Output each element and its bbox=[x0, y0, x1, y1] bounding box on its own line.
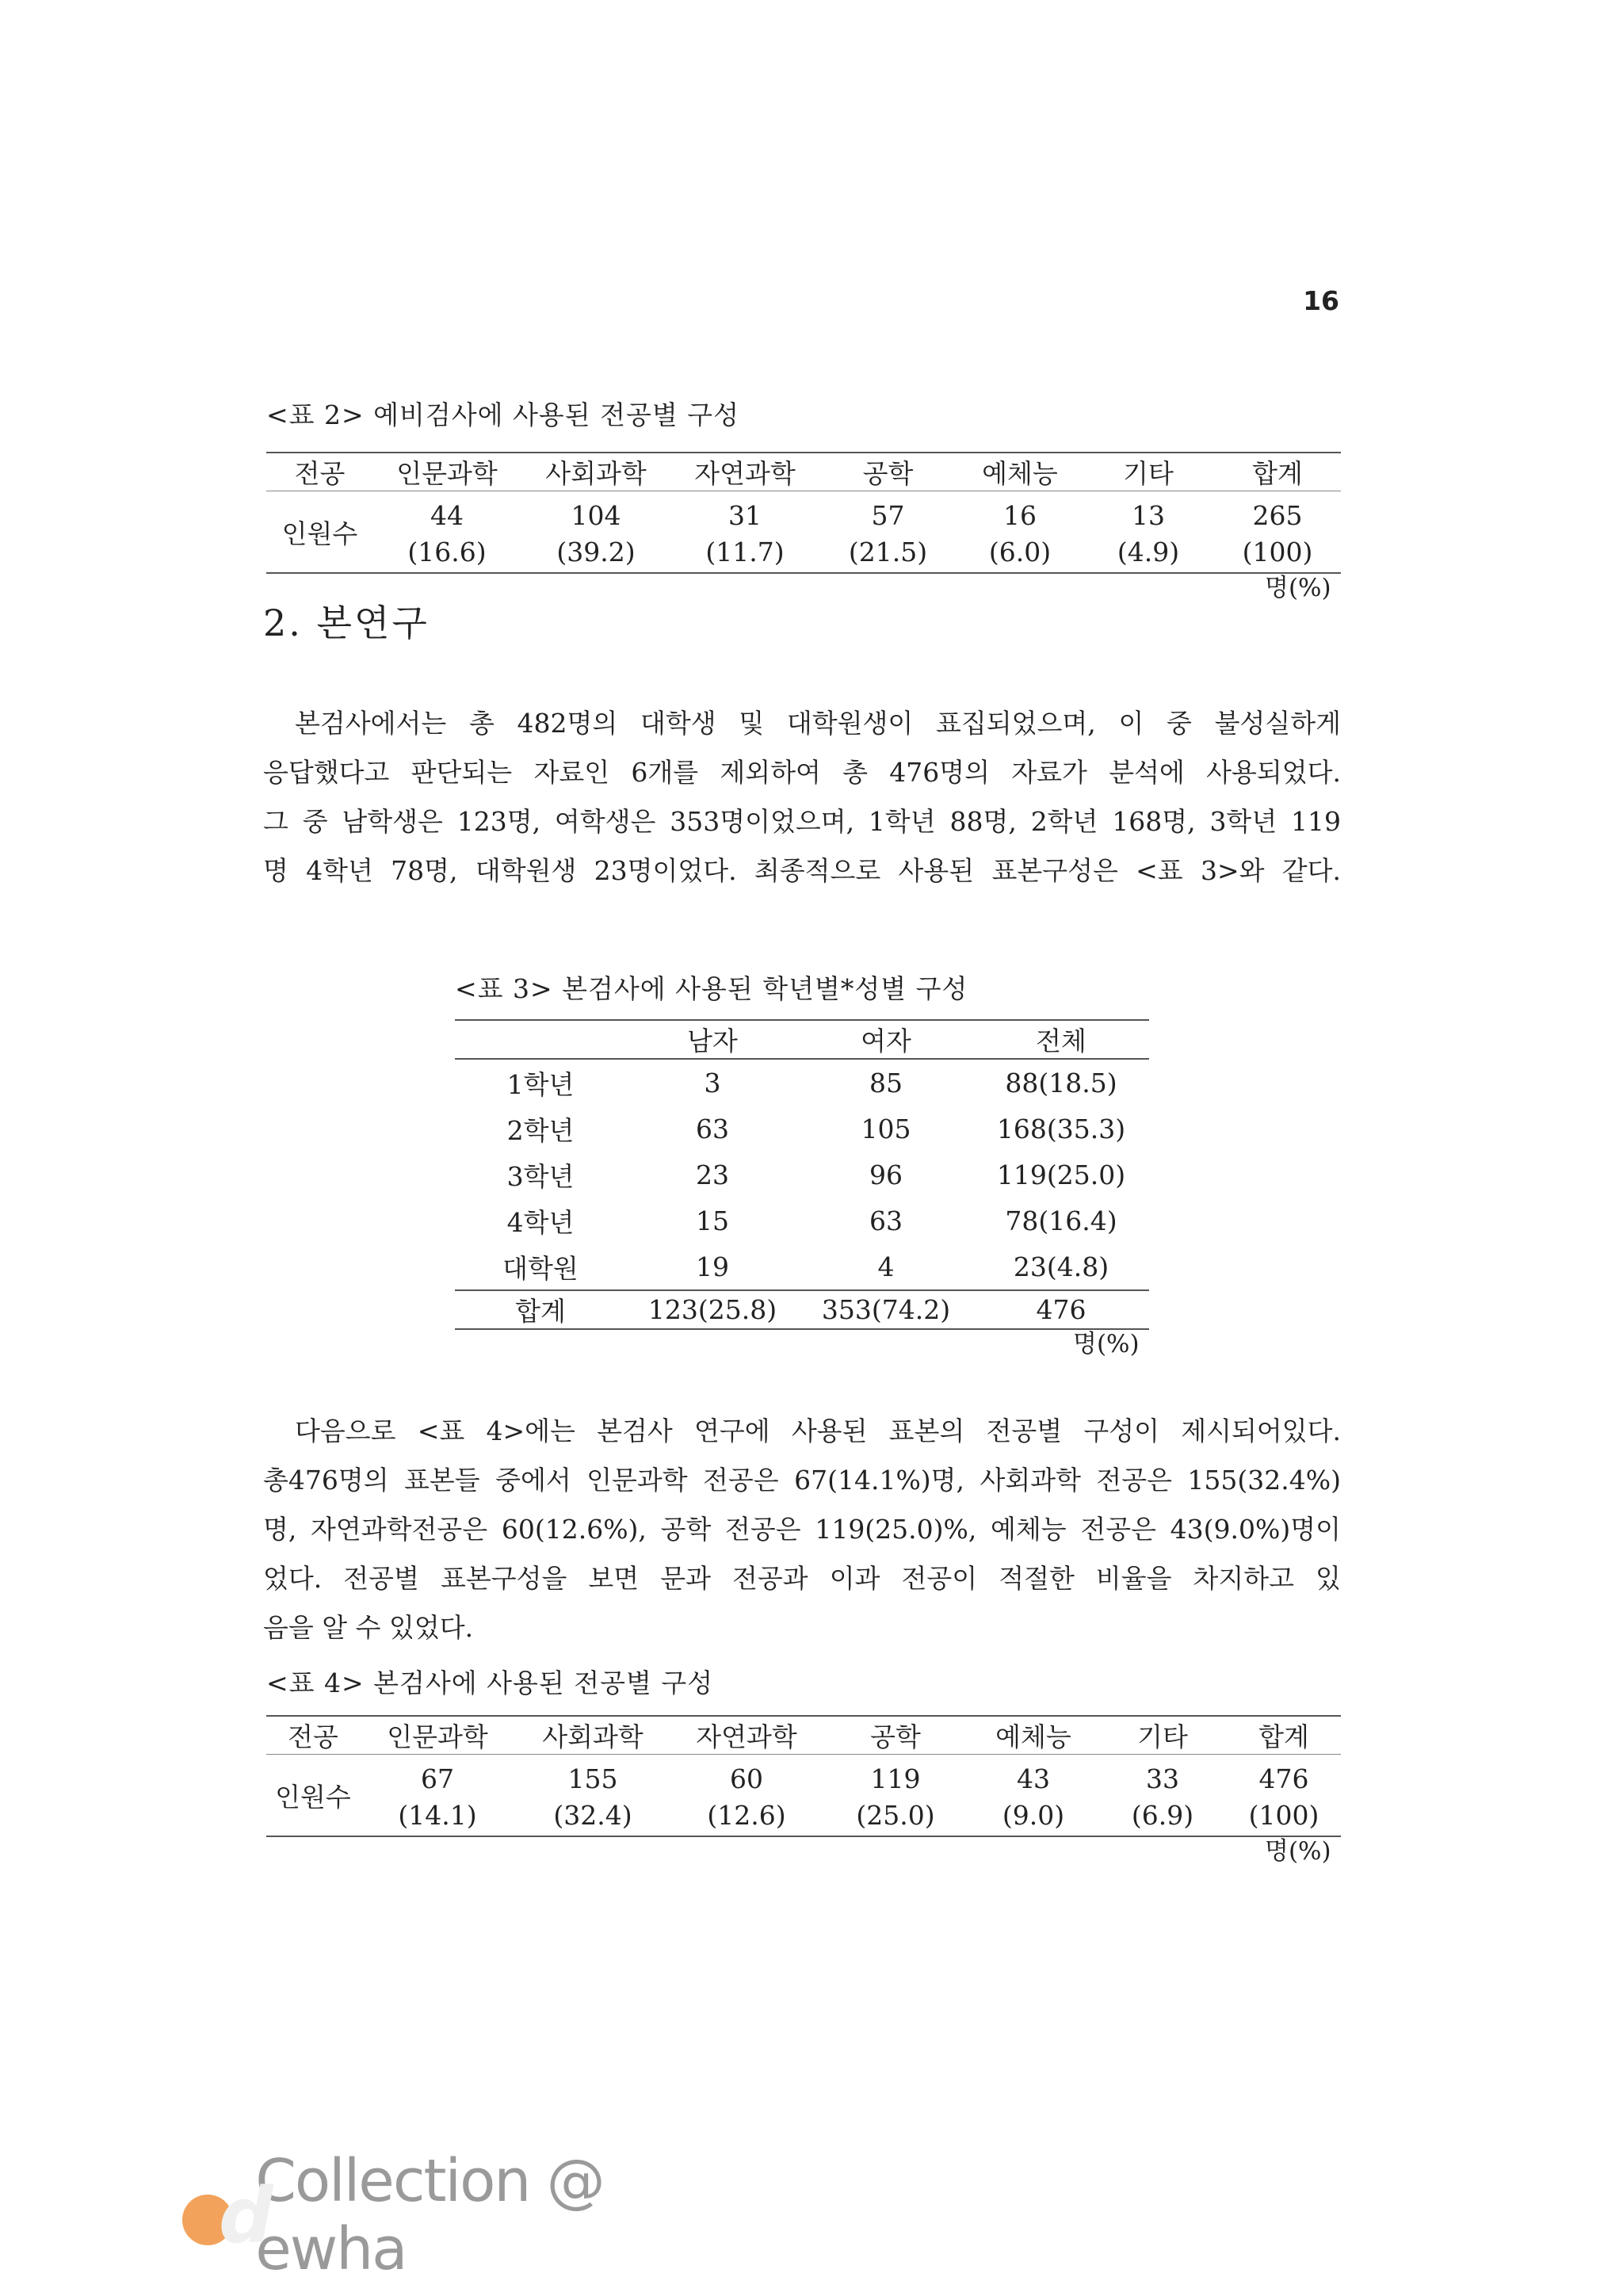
table2-header-cell: 전공 bbox=[266, 453, 373, 491]
table3-cell: 88(18.5) bbox=[1005, 1067, 1117, 1098]
paragraph-2 bbox=[263, 1407, 1341, 1652]
table4-percent-row bbox=[266, 1794, 1341, 1836]
table2-count-cell: 265 bbox=[1252, 500, 1303, 531]
table3-cell: 85 bbox=[869, 1067, 903, 1098]
table2-count-row bbox=[266, 491, 1341, 532]
table4 bbox=[266, 1715, 1341, 1837]
table3-header-cell: 남자 bbox=[626, 1020, 799, 1059]
table2 bbox=[266, 452, 1341, 574]
paragraph-1 bbox=[263, 699, 1341, 896]
table4-percent-cell: (6.9) bbox=[1131, 1799, 1194, 1831]
table2-count-cell: 44 bbox=[430, 500, 464, 531]
table3-cell: 119(25.0) bbox=[996, 1159, 1126, 1190]
table4-caption: <표 4> 본검사에 사용된 전공별 구성 bbox=[266, 1668, 714, 1698]
table4-header-cell: 기타 bbox=[1098, 1716, 1227, 1755]
section-heading: 2. 본연구 bbox=[263, 602, 430, 644]
table2-row-label: 인원수 bbox=[281, 518, 358, 549]
table3-total-cell: 353(74.2) bbox=[799, 1290, 973, 1329]
paragraph-line: 총476명의 표본들 중에서 인문과학 전공은 67(14.1%)명, 사회과학 전공은 155(32.4%) bbox=[263, 1465, 1341, 1496]
paragraph-line: 다음으로 <표 4>에는 본검사 연구에 사용된 표본의 전공별 구성이 제시되어있다. bbox=[295, 1415, 1341, 1446]
table3-cell: 105 bbox=[861, 1113, 911, 1144]
table2-count-cell: 57 bbox=[871, 500, 905, 531]
table4-count-cell: 33 bbox=[1146, 1763, 1179, 1794]
table3-cell: 15 bbox=[696, 1205, 729, 1236]
table3-cell: 4 bbox=[877, 1251, 895, 1282]
table3-total-row bbox=[455, 1290, 1149, 1329]
table2-percent-cell: (21.5) bbox=[848, 536, 928, 567]
table2-percent-row bbox=[266, 531, 1341, 573]
table3-row bbox=[455, 1152, 1149, 1198]
table4-percent-cell: (100) bbox=[1248, 1799, 1319, 1831]
table2-header-cell: 자연과학 bbox=[671, 453, 819, 491]
table3-header-cell: 전체 bbox=[973, 1020, 1149, 1059]
table4-percent-cell: (9.0) bbox=[1002, 1799, 1065, 1831]
table3-total-cell: 합계 bbox=[455, 1290, 626, 1329]
table3-cell: 96 bbox=[869, 1159, 903, 1190]
table4-percent-cell: (32.4) bbox=[553, 1799, 632, 1831]
table2-percent-cell: (16.6) bbox=[407, 536, 487, 567]
table4-count-cell: 60 bbox=[730, 1763, 763, 1794]
logo-mark-icon bbox=[181, 2172, 272, 2260]
table2-count-cell: 16 bbox=[1003, 500, 1037, 531]
table4-percent-cell: (25.0) bbox=[856, 1799, 935, 1831]
table3-cell: 63 bbox=[696, 1113, 729, 1144]
table3-total-cell: 123(25.8) bbox=[626, 1290, 799, 1329]
table3-cell: 78(16.4) bbox=[1005, 1205, 1117, 1236]
table4-header-cell: 예체능 bbox=[968, 1716, 1098, 1755]
table2-unit: 명(%) bbox=[1265, 574, 1331, 602]
table4-header-cell: 인문과학 bbox=[360, 1716, 515, 1755]
paragraph-line: 명 4학년 78명, 대학원생 23명이었다. 최종적으로 사용된 표본구성은 <표 3>와 같다. bbox=[263, 855, 1341, 886]
table3-header-cell bbox=[455, 1020, 626, 1059]
table2-percent-cell: (6.0) bbox=[988, 536, 1052, 567]
table2-header-cell: 인문과학 bbox=[373, 453, 521, 491]
table4-count-cell: 476 bbox=[1258, 1763, 1309, 1794]
table2-caption: <표 2> 예비검사에 사용된 전공별 구성 bbox=[266, 399, 740, 430]
table3-row bbox=[455, 1198, 1149, 1244]
table3-row bbox=[455, 1059, 1149, 1106]
table3-header-row bbox=[455, 1020, 1149, 1059]
table4-header-cell: 전공 bbox=[266, 1716, 360, 1755]
paragraph-line: 응답했다고 판단되는 자료인 6개를 제외하여 총 476명의 자료가 분석에 사용되었다. bbox=[263, 757, 1341, 788]
table3-row bbox=[455, 1106, 1149, 1152]
table3-cell: 168(35.3) bbox=[996, 1113, 1126, 1144]
paragraph-line: 명, 자연과학전공은 60(12.6%), 공학 전공은 119(25.0)%, 예체능 전공은 43(9.0%)명이 bbox=[263, 1514, 1341, 1545]
table2-percent-cell: (11.7) bbox=[705, 536, 785, 567]
table4-header-cell: 합계 bbox=[1227, 1716, 1341, 1755]
table3-cell: 1학년 bbox=[506, 1068, 575, 1100]
table4-count-cell: 43 bbox=[1017, 1763, 1050, 1794]
table2-count-cell: 104 bbox=[571, 500, 621, 531]
table4-header-cell: 사회과학 bbox=[515, 1716, 670, 1755]
table4-count-cell: 119 bbox=[870, 1763, 921, 1794]
table4-header-cell: 공학 bbox=[823, 1716, 968, 1755]
table2-percent-cell: (100) bbox=[1242, 536, 1313, 567]
paragraph-line: 음을 알 수 있었다. bbox=[263, 1612, 474, 1643]
table4-header-cell: 자연과학 bbox=[670, 1716, 823, 1755]
table4-count-cell: 67 bbox=[421, 1763, 454, 1794]
table2-header-row bbox=[266, 453, 1341, 491]
paragraph-line: 었다. 전공별 표본구성을 보면 문과 전공과 이과 전공이 적절한 비율을 차지하고 있 bbox=[263, 1563, 1341, 1594]
table3-header-cell: 여자 bbox=[799, 1020, 973, 1059]
logo-text: Collection @ ewha bbox=[255, 2147, 604, 2283]
table3-unit: 명(%) bbox=[1073, 1330, 1140, 1358]
table2-header-cell: 공학 bbox=[819, 453, 957, 491]
table3 bbox=[455, 1019, 1149, 1330]
table3-cell: 63 bbox=[869, 1205, 903, 1236]
table2-percent-cell: (4.9) bbox=[1117, 536, 1180, 567]
paragraph-line: 그 중 남학생은 123명, 여학생은 353명이었으며, 1학년 88명, 2학년 168명, 3학년 119 bbox=[263, 806, 1341, 837]
dcollection-logo bbox=[181, 2147, 751, 2283]
table3-cell: 19 bbox=[696, 1251, 729, 1282]
table3-cell: 3학년 bbox=[506, 1160, 575, 1192]
table3-cell: 23 bbox=[696, 1159, 729, 1190]
table2-count-cell: 13 bbox=[1132, 500, 1165, 531]
page-number: 16 bbox=[1303, 285, 1339, 316]
table4-row-label: 인원수 bbox=[275, 1781, 351, 1813]
table4-percent-cell: (14.1) bbox=[398, 1799, 477, 1831]
table3-cell: 4학년 bbox=[506, 1206, 575, 1238]
paragraph-line: 본검사에서는 총 482명의 대학생 및 대학원생이 표집되었으며, 이 중 불성실하게 bbox=[295, 708, 1341, 739]
table3-cell: 3 bbox=[704, 1067, 721, 1098]
table3-cell: 23(4.8) bbox=[1013, 1251, 1109, 1282]
table2-header-cell: 기타 bbox=[1083, 453, 1214, 491]
table3-total-cell: 476 bbox=[973, 1290, 1149, 1329]
table2-count-cell: 31 bbox=[728, 500, 762, 531]
table4-header-row bbox=[266, 1716, 1341, 1755]
table4-percent-cell: (12.6) bbox=[707, 1799, 786, 1831]
table4-unit: 명(%) bbox=[1265, 1837, 1331, 1866]
table3-caption: <표 3> 본검사에 사용된 학년별*성별 구성 bbox=[455, 973, 968, 1004]
table2-percent-cell: (39.2) bbox=[556, 536, 636, 567]
table4-count-row bbox=[266, 1755, 1341, 1795]
table2-header-cell: 사회과학 bbox=[521, 453, 671, 491]
table3-cell: 대학원 bbox=[502, 1252, 579, 1284]
table3-cell: 2학년 bbox=[506, 1114, 575, 1146]
table2-header-cell: 예체능 bbox=[957, 453, 1083, 491]
table3-row bbox=[455, 1244, 1149, 1290]
table4-count-cell: 155 bbox=[567, 1763, 618, 1794]
logo-letter: d bbox=[219, 2172, 272, 2260]
table2-header-cell: 합계 bbox=[1214, 453, 1341, 491]
